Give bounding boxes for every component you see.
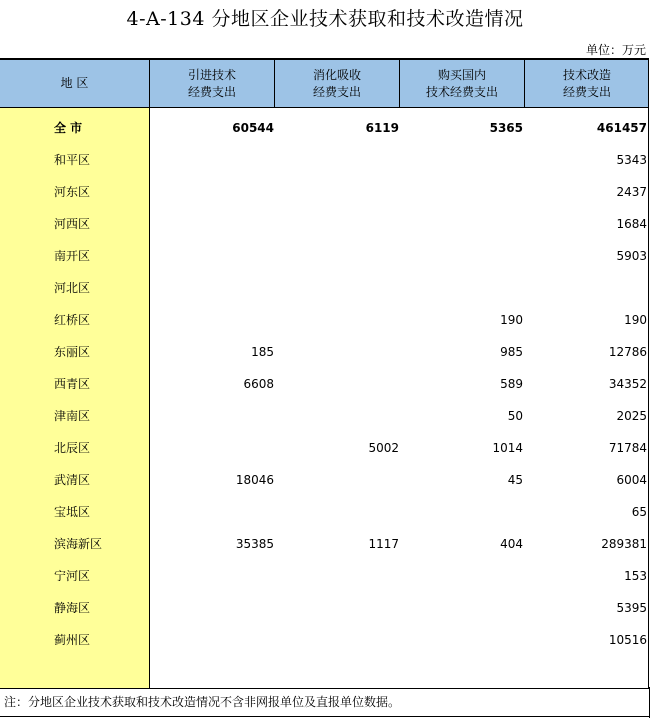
value-cell: 2437 (616, 185, 647, 199)
col-divider (648, 60, 649, 688)
value-cell (275, 400, 399, 432)
value-cell: 71784 (608, 441, 647, 455)
value-cell (400, 592, 523, 624)
col-divider (524, 60, 525, 108)
value-cell: 6608 (243, 377, 274, 391)
value-cell (150, 432, 274, 464)
value-cell (275, 272, 399, 304)
unit-label: 单位：万元 (585, 43, 646, 57)
value-cell (150, 400, 274, 432)
value-cell: 5395 (616, 601, 647, 615)
footnote: 注：分地区企业技术获取和技术改造情况不含非网报单位及直报单位数据。 (0, 687, 649, 717)
region-name: 红桥区 (54, 313, 91, 327)
value-cell: 2025 (616, 409, 647, 423)
value-cell (150, 624, 274, 656)
value-cell: 190 (624, 313, 647, 327)
table-row-total (0, 112, 649, 144)
value-cell (400, 624, 523, 656)
table-row (0, 592, 649, 624)
header-tech-renovation: 技术改造 经费支出 (562, 67, 611, 99)
value-cell: 6119 (365, 121, 399, 135)
value-cell (400, 144, 523, 176)
table-row (0, 304, 649, 336)
value-cell: 18046 (235, 473, 274, 487)
table-row (0, 528, 649, 560)
region-name: 津南区 (54, 409, 91, 423)
table-row (0, 464, 649, 496)
value-cell: 50 (507, 409, 523, 423)
region-name: 和平区 (54, 153, 91, 167)
table-row (0, 432, 649, 464)
value-cell: 985 (500, 345, 523, 359)
header-domestic-tech: 购买国内 技术经费支出 (425, 67, 498, 99)
region-name: 宁河区 (54, 569, 91, 583)
value-cell: 5343 (616, 153, 647, 167)
region-name: 全 市 (54, 121, 83, 135)
region-name: 北辰区 (54, 441, 91, 455)
table-row (0, 560, 649, 592)
table-row (0, 208, 649, 240)
value-cell: 461457 (596, 121, 647, 135)
value-cell: 6004 (616, 473, 647, 487)
region-name: 河西区 (54, 217, 91, 231)
region-name: 武清区 (54, 473, 91, 487)
value-cell (150, 176, 274, 208)
value-cell: 153 (624, 569, 647, 583)
value-cell: 60544 (232, 121, 274, 135)
table-row (0, 144, 649, 176)
value-cell: 289381 (601, 537, 647, 551)
value-cell (150, 560, 274, 592)
value-cell (150, 240, 274, 272)
table-header (0, 60, 649, 108)
data-table (0, 58, 649, 689)
value-cell: 35385 (235, 537, 274, 551)
value-cell (400, 496, 523, 528)
value-cell: 10516 (608, 633, 647, 647)
region-name: 河北区 (54, 281, 91, 295)
value-cell (150, 592, 274, 624)
value-cell: 5365 (489, 121, 523, 135)
region-name: 东丽区 (54, 345, 91, 359)
table-row (0, 240, 649, 272)
table-row (0, 624, 649, 656)
value-cell (275, 176, 399, 208)
value-cell (275, 368, 399, 400)
col-divider (399, 60, 400, 108)
table-row (0, 400, 649, 432)
value-cell (275, 464, 399, 496)
value-cell: 190 (500, 313, 523, 327)
table-row (0, 272, 649, 304)
col-divider (274, 60, 275, 108)
header-region: 地 区 (60, 76, 89, 90)
value-cell: 1684 (616, 217, 647, 231)
table-row (0, 176, 649, 208)
value-cell (275, 624, 399, 656)
region-name: 滨海新区 (54, 537, 103, 551)
region-name: 蓟州区 (54, 633, 91, 647)
value-cell: 45 (507, 473, 523, 487)
value-cell (275, 496, 399, 528)
region-name: 宝坻区 (54, 505, 91, 519)
value-cell (150, 304, 274, 336)
value-cell (275, 304, 399, 336)
value-cell: 12786 (608, 345, 647, 359)
value-cell (275, 240, 399, 272)
value-cell (275, 560, 399, 592)
table-row (0, 368, 649, 400)
value-cell (400, 176, 523, 208)
value-cell: 589 (500, 377, 523, 391)
table-title: 4-A-134 分地区企业技术获取和技术改造情况 (126, 8, 524, 30)
region-name: 南开区 (54, 249, 91, 263)
value-cell: 5903 (616, 249, 647, 263)
value-cell: 1014 (492, 441, 523, 455)
value-cell (275, 592, 399, 624)
value-cell (400, 272, 523, 304)
value-cell: 185 (251, 345, 274, 359)
value-cell: 404 (500, 537, 523, 551)
value-cell: 34352 (608, 377, 647, 391)
value-cell (400, 240, 523, 272)
header-import-tech: 引进技术 经费支出 (187, 67, 236, 99)
value-cell (150, 208, 274, 240)
value-cell (150, 496, 274, 528)
table-row (0, 496, 649, 528)
value-cell (525, 272, 647, 304)
value-cell (275, 336, 399, 368)
value-cell (275, 208, 399, 240)
value-cell (400, 560, 523, 592)
col-divider (149, 60, 150, 688)
region-name: 河东区 (54, 185, 91, 199)
value-cell (400, 208, 523, 240)
header-absorption: 消化吸收 经费支出 (312, 67, 361, 99)
value-cell: 5002 (368, 441, 399, 455)
region-name: 西青区 (54, 377, 91, 391)
region-name: 静海区 (54, 601, 91, 615)
value-cell: 1117 (368, 537, 399, 551)
value-cell (150, 272, 274, 304)
table-row (0, 336, 649, 368)
value-cell (275, 144, 399, 176)
value-cell (150, 144, 274, 176)
value-cell: 65 (631, 505, 647, 519)
